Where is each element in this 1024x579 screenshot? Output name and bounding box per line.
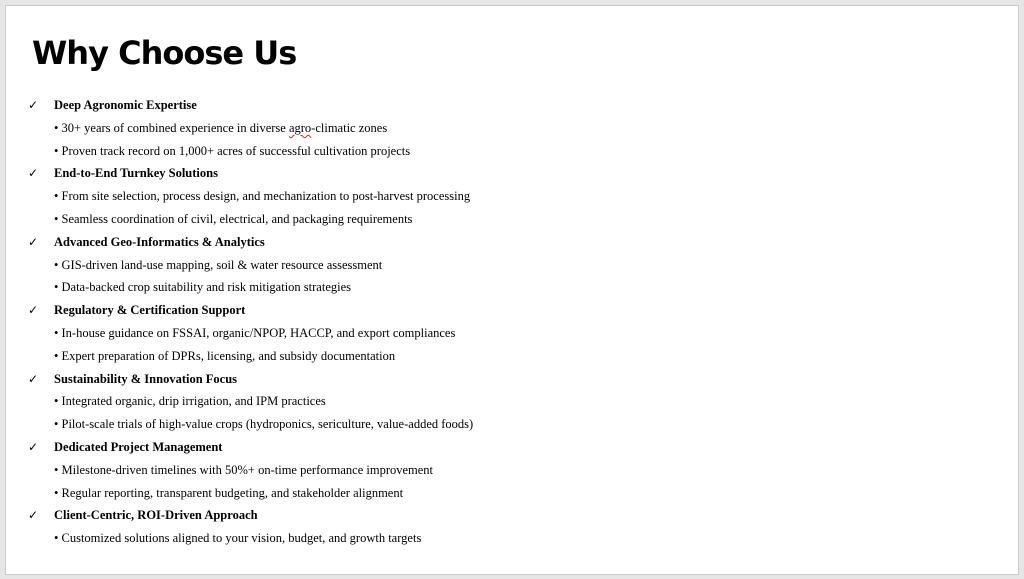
- bullet-text: • Proven track record on 1,000+ acres of successful cultivation projects: [54, 143, 411, 158]
- bullet-item: [28, 413, 473, 436]
- checkmark-icon: ✓: [28, 98, 39, 112]
- section-heading-text: Deep Agronomic Expertise: [54, 98, 197, 112]
- checkmark-icon: ✓: [28, 166, 39, 181]
- bullet-item: [28, 208, 473, 231]
- bullet-item: [28, 322, 473, 345]
- section-heading-text: Dedicated Project Management: [54, 439, 223, 454]
- slide-title: Why Choose Us: [32, 34, 297, 72]
- bullet-item: [28, 390, 473, 413]
- bullet-text: • 30+ years of combined experience in diverse agro-climatic zones: [54, 120, 388, 135]
- bullet-text: • Integrated organic, drip irrigation, and IPM practices: [54, 394, 326, 409]
- spellcheck-underline: agro: [288, 120, 312, 135]
- section-heading: [28, 231, 473, 254]
- bullet-text: • Milestone-driven timelines with 50%+ on-time performance improvement: [54, 462, 434, 477]
- bullet-item: [28, 117, 473, 140]
- feature-list: [28, 94, 473, 550]
- section-heading: [28, 299, 473, 322]
- section-heading: [28, 94, 473, 117]
- bullet-item: [28, 459, 473, 482]
- checkmark-icon: ✓: [28, 371, 39, 386]
- section-heading: [28, 368, 473, 391]
- slide: [5, 5, 1019, 575]
- bullet-text: • In-house guidance on FSSAI, organic/NPOP, HACCP, and export compliances: [54, 325, 456, 340]
- checkmark-icon: ✓: [28, 234, 39, 249]
- section-heading-text: End-to-End Turnkey Solutions: [54, 166, 218, 181]
- bullet-text: • Data-backed crop suitability and risk mitigation strategies: [54, 280, 352, 295]
- bullet-text: • Customized solutions aligned to your vision, budget, and growth targets: [54, 531, 422, 546]
- section-heading: [28, 504, 473, 527]
- checkmark-icon: ✓: [28, 439, 39, 454]
- section-heading-text: Sustainability & Innovation Focus: [54, 371, 238, 386]
- bullet-text: • From site selection, process design, and mechanization to post-harvest processing: [54, 189, 471, 204]
- bullet-text: • Pilot-scale trials of high-value crops (hydroponics, sericulture, value-added foods): [54, 417, 474, 432]
- section-heading: [28, 162, 473, 185]
- checkmark-icon: ✓: [28, 508, 39, 523]
- bullet-item: [28, 527, 473, 550]
- bullet-item: [28, 276, 473, 299]
- bullet-item: [28, 185, 473, 208]
- bullet-text: • Regular reporting, transparent budgeting, and stakeholder alignment: [54, 485, 404, 500]
- bullet-item: [28, 345, 473, 368]
- section-heading-text: Client-Centric, ROI-Driven Approach: [54, 508, 258, 523]
- bullet-item: [28, 254, 473, 277]
- bullet-item: [28, 140, 473, 163]
- bullet-text: • Expert preparation of DPRs, licensing, and subsidy documentation: [54, 348, 396, 363]
- section-heading: [28, 436, 473, 459]
- bullet-text: • GIS-driven land-use mapping, soil & water resource assessment: [54, 257, 383, 272]
- section-heading-text: Advanced Geo-Informatics & Analytics: [54, 234, 265, 249]
- bullet-text: • Seamless coordination of civil, electrical, and packaging requirements: [54, 211, 413, 226]
- checkmark-icon: ✓: [28, 303, 39, 318]
- section-heading-text: Regulatory & Certification Support: [54, 303, 246, 318]
- bullet-item: [28, 482, 473, 505]
